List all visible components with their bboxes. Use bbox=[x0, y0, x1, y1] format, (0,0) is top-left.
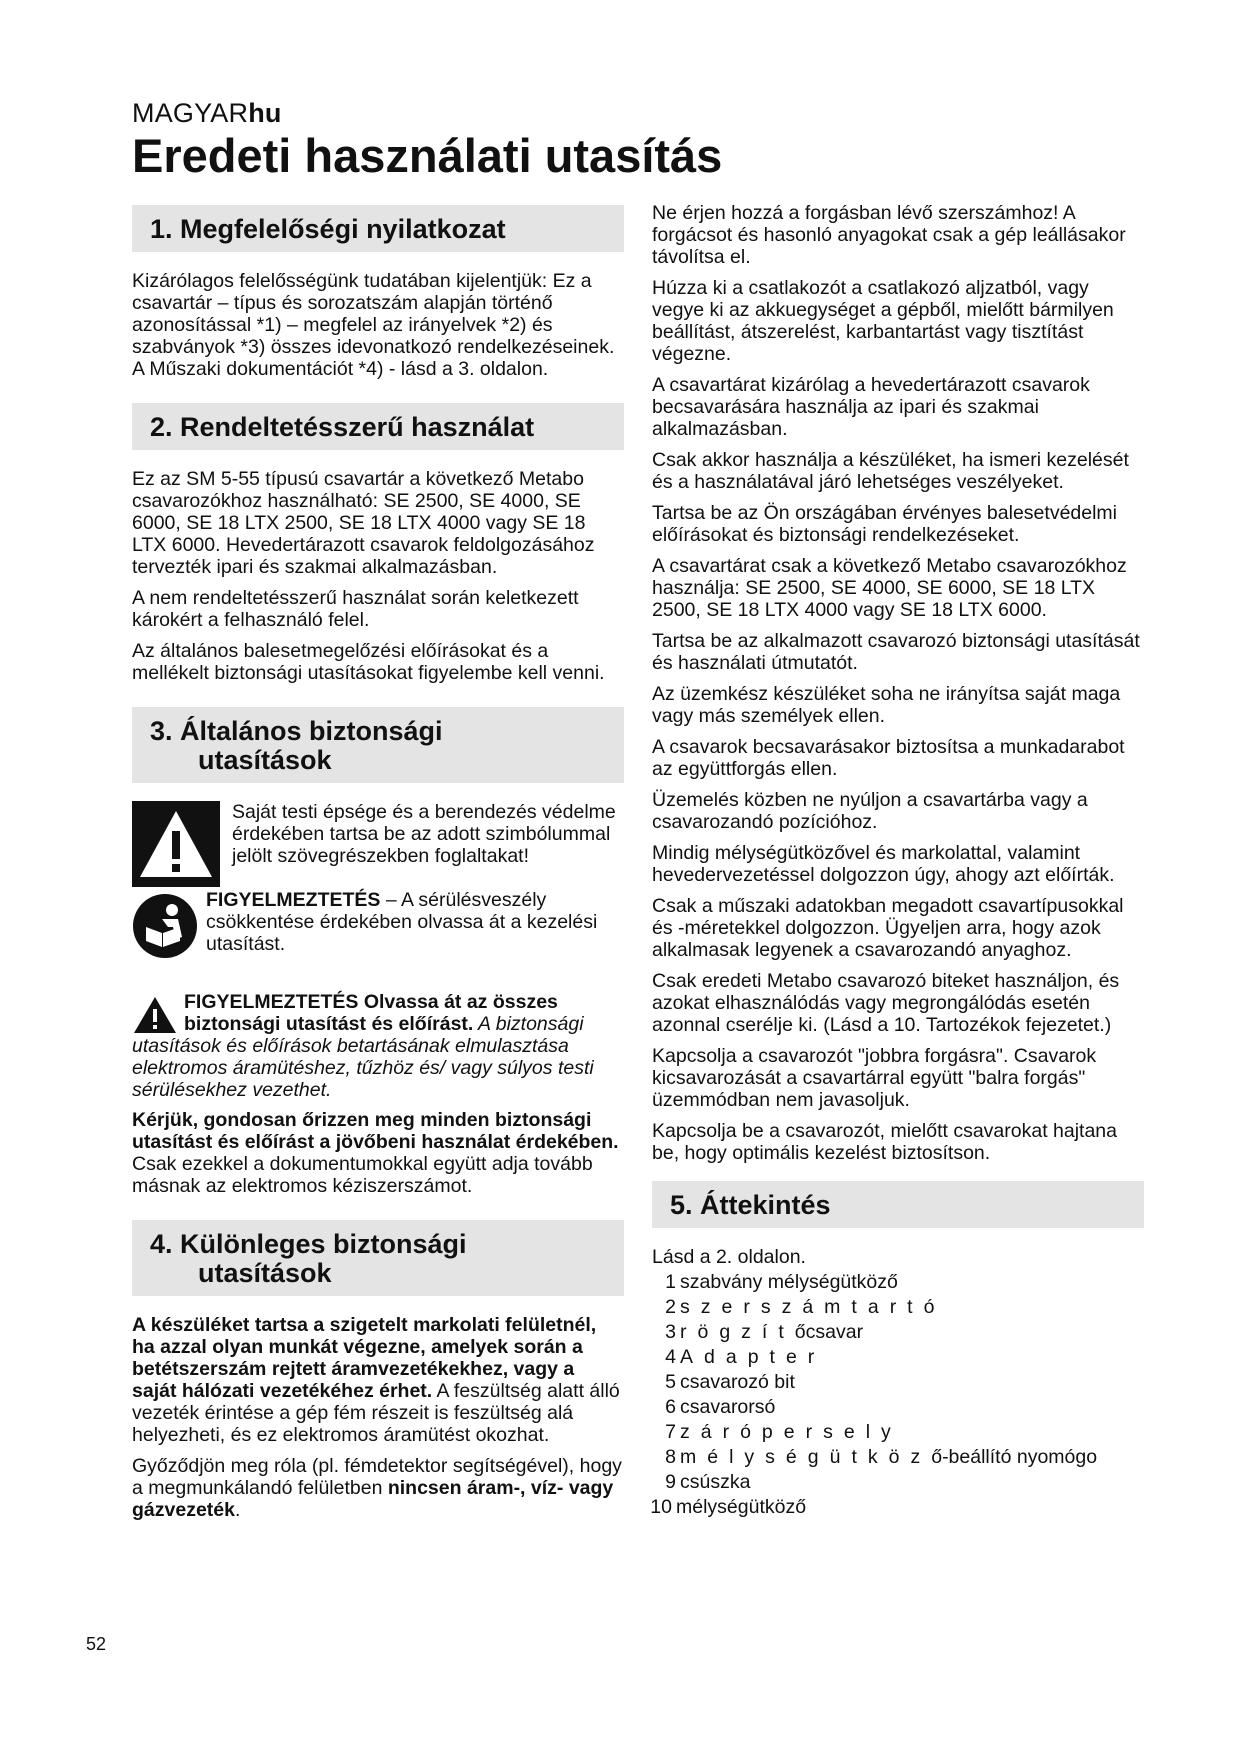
page-title: Eredeti használati utasítás bbox=[132, 129, 723, 182]
section-4-paragraph-2: Győződjön meg róla (pl. fémdetektor segítségével), hogy a megmunkálandó felületben nincsen áram-, víz- vagy gázvezeték. bbox=[132, 1455, 622, 1521]
safety-paragraph: A csavarok becsavarásakor biztosítsa a munkadarabot az együttforgás ellen. bbox=[652, 736, 1125, 780]
keep-instructions-text: Csak ezekkel a dokumentumokkal együtt adja tovább másnak az elektromos kéziszerszámot. bbox=[132, 1153, 593, 1197]
section-1-paragraph: Kizárólagos felelősségünk tudatában kijelentjük: Ez a csavartár – típus és sorozatszám alapján történő azonosítással *1) – megfelel az irányelvek *2) és szabványok *3) összes idevonatkozó rendelkezéseinek. A Műszaki dokumentációt *4) - lásd a 3. oldalon. bbox=[132, 270, 615, 380]
warning-symbol-note bbox=[132, 801, 624, 887]
language-code: hu bbox=[248, 98, 282, 128]
list-item: 7 zárópersely bbox=[665, 1421, 902, 1443]
safety-paragraph: Üzemelés közben ne nyúljon a csavartárba vagy a csavarozandó pozícióhoz. bbox=[652, 789, 1088, 833]
keep-instructions-bold: Kérjük, gondosan őrizzen meg minden biztonsági utasítást és előírást a jövőbeni használat érdekében. bbox=[132, 1109, 619, 1153]
general-warning-paragraph: FIGYELMEZTETÉS Olvassa át az összes biztonsági utasítást és előírást. A biztonsági utasítások és előírások betartásának elmulasztása elektromos áramütéshez, tűzhöz és/ vagy súlyos testi sérülésekhez vezethet. bbox=[132, 991, 594, 1101]
safety-paragraph: Tartsa be az Ön országában érvényes balesetvédelmi előírásokat és biztonsági rendelkezéseket. bbox=[652, 502, 1118, 546]
read-manual-text: FIGYELMEZTETÉS – A sérülésveszély csökkentése érdekében olvassa át a kezelési utasítást. bbox=[206, 889, 598, 955]
list-item: 8 mélységütköző-beállító nyomógo bbox=[665, 1446, 1098, 1468]
safety-paragraph: Csak a műszaki adatokban megadott csavartípusokkal és -méretekkel dolgozzon. Ügyeljen arra, hogy azok alkalmasak legyenek a csavarozandó anyaghoz. bbox=[652, 895, 1124, 961]
safety-paragraph: Mindig mélységütközővel és markolattal, valamint hevedervezetéssel dolgozzon úgy, ahogy azt előírták. bbox=[652, 842, 1115, 886]
warning-triangle-icon bbox=[132, 801, 220, 887]
section-2-paragraph-2: A nem rendeltetésszerű használat során keletkezett károkért a felhasználó felel. bbox=[132, 587, 579, 631]
safety-paragraph: Kapcsolja a csavarozót "jobbra forgásra". Csavarok kicsavarozását a csavartárral együtt "balra forgás" üzemmódban nem javasoljuk. bbox=[652, 1045, 1097, 1111]
section-3-heading: 3. Általános biztonsági utasítások bbox=[132, 707, 624, 783]
safety-paragraph: Kapcsolja be a csavarozót, mielőtt csavarokat hajtana be, hogy optimális kezelést biztosítson. bbox=[652, 1120, 1118, 1164]
safety-paragraph: Ne érjen hozzá a forgásban lévő szerszámhoz! A forgácsot és hasonló anyagokat csak a gép leállásakor távolítsa el. bbox=[652, 202, 1126, 268]
list-item: 2 szerszámtartó bbox=[665, 1296, 946, 1318]
overview-intro: Lásd a 2. oldalon. bbox=[652, 1246, 806, 1268]
section-2-heading: 2. Rendeltetésszerű használat bbox=[132, 403, 624, 450]
safety-paragraph: Az üzemkész készüléket soha ne irányítsa saját maga vagy más személyek ellen. bbox=[652, 683, 1121, 727]
list-item: 9 csúszka bbox=[665, 1471, 751, 1493]
safety-paragraph: Csak akkor használja a készüléket, ha ismeri kezelését és a használatával járó lehetséges veszélyeket. bbox=[652, 449, 1129, 493]
page-number: 52 bbox=[86, 1634, 107, 1654]
read-manual-note bbox=[132, 889, 624, 959]
section-2-paragraph-3: Az általános balesetmegelőzési előírásokat és a mellékelt biztonsági utasításokat figyelembe kell venni. bbox=[132, 640, 605, 684]
section-4-paragraph-1: A készüléket tartsa a szigetelt markolati felületnél, ha azzal olyan munkát végezne, amelyek során a betétszerszám rejtett áramvezetékekhez, vagy a saját hálózati vezetékéhez érhet. A feszültség alatt álló vezeték érintése a gép fém részeit is feszültség alá helyezheti, és ez elektromos áramütést okozhat. bbox=[132, 1314, 620, 1446]
section-4-heading: 4. Különleges biztonsági utasítások bbox=[132, 1220, 624, 1296]
list-item: 6 csavarorsó bbox=[665, 1396, 776, 1418]
safety-paragraph: Tartsa be az alkalmazott csavarozó biztonsági utasítását és használati útmutatót. bbox=[652, 630, 1140, 674]
overview-list bbox=[652, 1270, 1144, 1520]
language-header bbox=[132, 98, 282, 129]
symbol-explanation: Saját testi épsége és a berendezés védelme érdekében tartsa be az adott szimbólummal jelölt szövegrészekben foglaltakat! bbox=[232, 801, 616, 867]
list-item: 5 csavarozó bit bbox=[665, 1371, 795, 1393]
read-manual-icon bbox=[132, 893, 198, 959]
language-name: MAGYAR bbox=[132, 98, 249, 128]
safety-paragraph: A csavartárat kizárólag a hevedertárazott csavarok becsavarására használja az ipari és szakmai alkalmazásban. bbox=[652, 374, 1090, 440]
safety-paragraph: Csak eredeti Metabo csavarozó biteket használjon, és azokat elhasználódás vagy megrongálódás esetén azonnal cserélje ki. (Lásd a 10. Tartozékok fejezetet.) bbox=[652, 970, 1120, 1036]
warning-triangle-small-icon bbox=[132, 995, 178, 1035]
list-item: 3 rögzítőcsavar bbox=[665, 1321, 864, 1343]
list-item: 1 szabvány mélységütköző bbox=[665, 1271, 898, 1293]
section-1-heading: 1. Megfelelőségi nyilatkozat bbox=[132, 205, 624, 252]
safety-paragraph: Húzza ki a csatlakozót a csatlakozó aljzatból, vagy vegye ki az akkuegységet a gépből, mielőtt bármilyen beállítást, átszerelést, karbantartást vagy tisztítást végezne. bbox=[652, 277, 1114, 365]
section-2-paragraph-1: Ez az SM 5-55 típusú csavartár a következő Metabo csavarozókhoz használható: SE 2500, SE 4000, SE 6000, SE 18 LTX 2500, SE 18 LTX 4000 vagy SE 18 LTX 6000. Hevedertárazott csavarok feldolgozásához tervezték ipari és szakmai alkalmazásban. bbox=[132, 468, 595, 578]
section-5-heading: 5. Áttekintés bbox=[652, 1181, 1144, 1228]
list-item: 4 Adapter bbox=[665, 1346, 826, 1368]
overview-list-block bbox=[652, 1246, 1144, 1520]
safety-paragraph: A csavartárat csak a következő Metabo csavarozókhoz használja: SE 2500, SE 4000, SE 6000, SE 18 LTX 2500, SE 18 LTX 4000 vagy SE 18 LTX 6000. bbox=[652, 555, 1127, 621]
right-column bbox=[652, 202, 1144, 1520]
list-item: 10 mélységütköző bbox=[650, 1496, 807, 1518]
left-column bbox=[132, 205, 624, 1530]
